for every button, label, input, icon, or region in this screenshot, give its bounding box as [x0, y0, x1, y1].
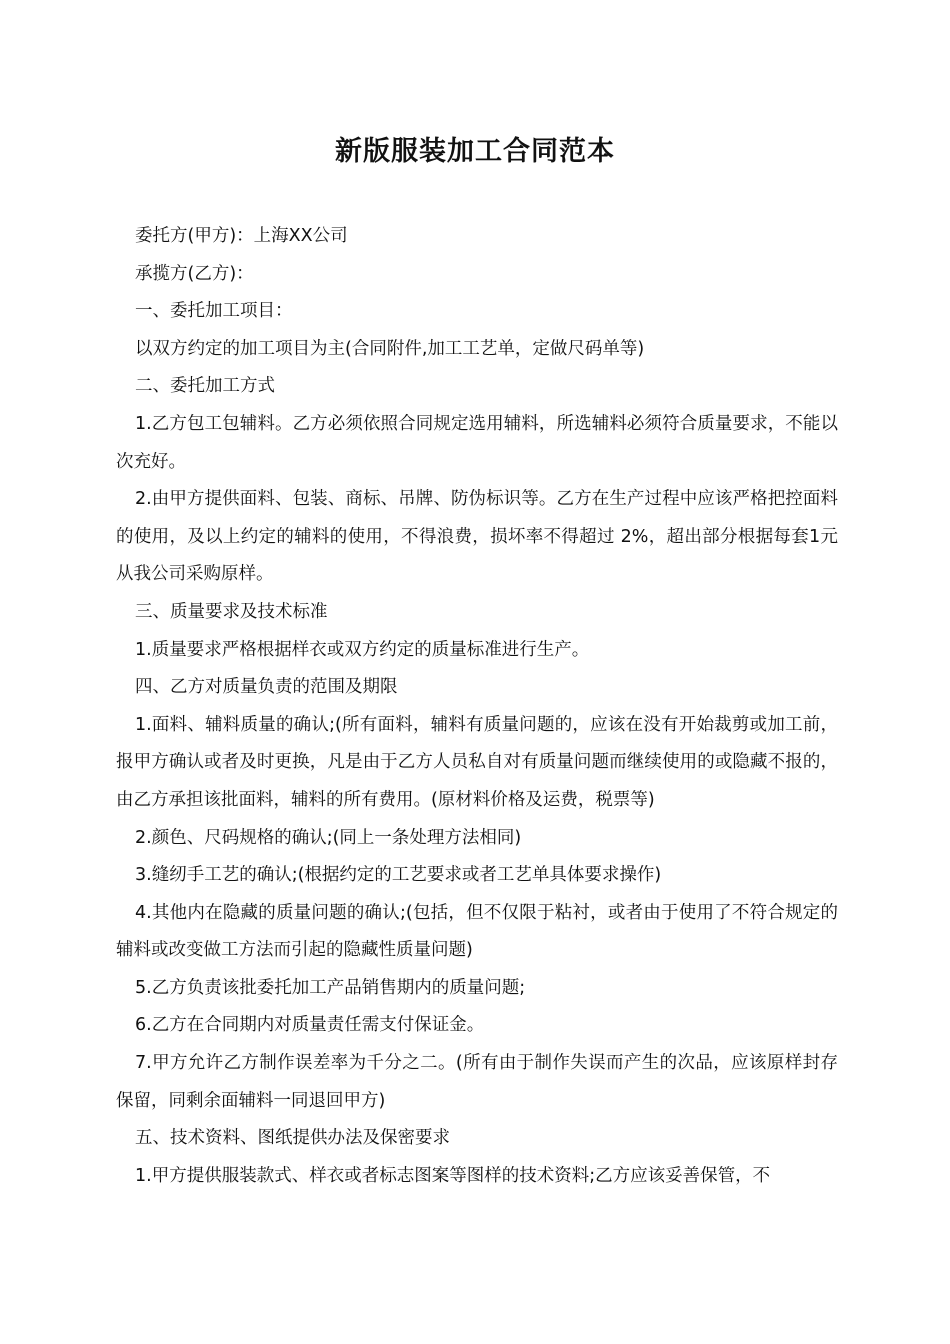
section-heading-4: 四、乙方对质量负责的范围及期限 — [135, 677, 398, 698]
paragraph: 1.甲方提供服装款式、样衣或者标志图案等图样的技术资料;乙方应该妥善保管，不 — [135, 1165, 771, 1186]
document-title: 新版服装加工合同范本 — [335, 136, 615, 167]
document-body — [116, 218, 838, 1195]
paragraph: 1.面料、辅料质量的确认;(所有面料，辅料有质量问题的，应该在没有开始裁剪或加工前，报甲方确认或者及时更换，凡是由于乙方人员私自对有质量问题而继续使用的或隐藏不报的，由乙方承担该批面料，辅料的所有费用。(原材料价格及运费，税票等) — [116, 714, 838, 810]
paragraph: 5.乙方负责该批委托加工产品销售期内的质量问题; — [135, 977, 526, 998]
paragraph-client: 委托方(甲方)：上海XX公司 — [135, 226, 348, 246]
paragraph-contractor: 承揽方(乙方)： — [135, 263, 254, 284]
paragraph: 2.由甲方提供面料、包装、商标、吊牌、防伪标识等。乙方在生产过程中应该严格把控面料的使用，及以上约定的辅料的使用，不得浪费，损坏率不得超过 2%，超出部分根据每套1元从我公司采购原样。 — [116, 489, 838, 585]
paragraph: 以双方约定的加工项目为主(合同附件,加工工艺单，定做尺码单等) — [135, 338, 645, 359]
paragraph: 6.乙方在合同期内对质量责任需支付保证金。 — [135, 1015, 485, 1036]
paragraph: 2.颜色、尺码规格的确认;(同上一条处理方法相同) — [135, 827, 522, 848]
paragraph: 4.其他内在隐藏的质量问题的确认;(包括，但不仅限于粘衬，或者由于使用了不符合规定的辅料或改变做工方法而引起的隐藏性质量问题) — [116, 902, 838, 961]
paragraph: 1.乙方包工包辅料。乙方必须依照合同规定选用辅料，所选辅料必须符合质量要求，不能以次充好。 — [116, 413, 838, 472]
paragraph: 3.缝纫手工艺的确认;(根据约定的工艺要求或者工艺单具体要求操作) — [135, 865, 662, 886]
paragraph: 1.质量要求严格根据样衣或双方约定的质量标准进行生产。 — [135, 639, 590, 660]
section-heading-5: 五、技术资料、图纸提供办法及保密要求 — [135, 1128, 450, 1149]
section-heading-2: 二、委托加工方式 — [135, 376, 275, 397]
paragraph: 7.甲方允许乙方制作误差率为千分之二。(所有由于制作失误而产生的次品，应该原样封存保留，同剩余面辅料一同退回甲方) — [116, 1053, 838, 1111]
section-heading-1: 一、委托加工项目： — [135, 301, 293, 322]
section-heading-3: 三、质量要求及技术标准 — [135, 601, 328, 622]
